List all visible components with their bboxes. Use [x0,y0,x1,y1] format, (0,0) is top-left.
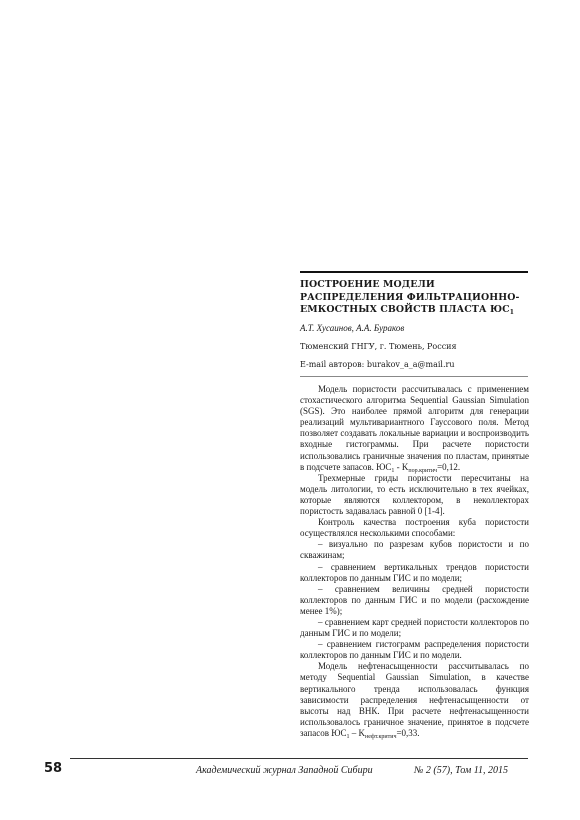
paragraph-1: Модель пористости рассчитывалась с применением стохастического алгоритма Sequential Gaussian Simulation (SGS). Это наиболее прямой алгоритм для генерации реализаций мультивариантного Гауссового поля. Метод позволяет создавать локальные вариации и воспроизводить входные гистограммы. При расчете пористости использовались граничные значения по пластам, принятые в подсчете запасов. $ЮС_1 - K_{пор.критич}=0,12$. [300,384,529,474]
title-subscript: 1 [509,309,514,316]
affiliation: Тюменский ГНГУ, г. Тюмень, Россия [300,342,457,351]
article-title [300,279,535,317]
article-body [300,384,529,739]
paragraph-2: Трехмерные гриды пористости пересчитаны на модель литологии, то есть исключительно в тех ячейках, которые являются коллектором, в неколлекторах пористость задавалась равной 0 [1-4]. [300,472,529,517]
list-item: – сравнением гистограмм распределения пористости коллекторов по данным ГИС и по модели. [300,639,529,661]
paragraph-3: Контроль качества построения куба пористости осуществлялся несколькими способами: [300,517,529,539]
list-item: – сравнением величины средней пористости коллекторов по данным ГИС и по модели (расхождение менее 1%); [300,583,529,616]
header-separator [300,376,528,377]
list-item: – сравнением вертикальных трендов пористости коллекторов по данным ГИС и по модели; [300,561,529,583]
journal-issue: № 2 (57), Том 11, 2015 [414,765,509,776]
author-email: E-mail авторов: burakov_a_a@mail.ru [300,360,455,369]
footer-rule [70,758,528,759]
title-text: ПОСТРОЕНИЕ МОДЕЛИ РАСПРЕДЕЛЕНИЯ ФИЛЬТРАЦИОННО-ЕМКОСТНЫХ СВОЙСТВ ПЛАСТА ЮС [300,279,520,315]
page-number: 58 [44,761,63,776]
title-rule [300,271,528,273]
paragraph-4: Модель нефтенасыщенности рассчитывалась по методу Sequential Gaussian Simulation, в качестве вертикального тренда использовалась функция зависимости распределения нефтенасыщенности от высоты над ВНК. При расчете нефтенасыщенности использовалось граничное значение, принятое в подсчете запасов $ЮС_1 - K_{нефт.критич}=0,33$. [300,661,529,740]
journal-name: Академический журнал Западной Сибири [196,765,373,776]
list-item: – визуально по разрезам кубов пористости и по скважинам; [300,539,529,561]
list-item: – сравнением карт средней пористости коллекторов по данным ГИС и по модели; [300,616,529,639]
authors: А.Т. Хусаинов, А.А. Бураков [300,323,405,333]
